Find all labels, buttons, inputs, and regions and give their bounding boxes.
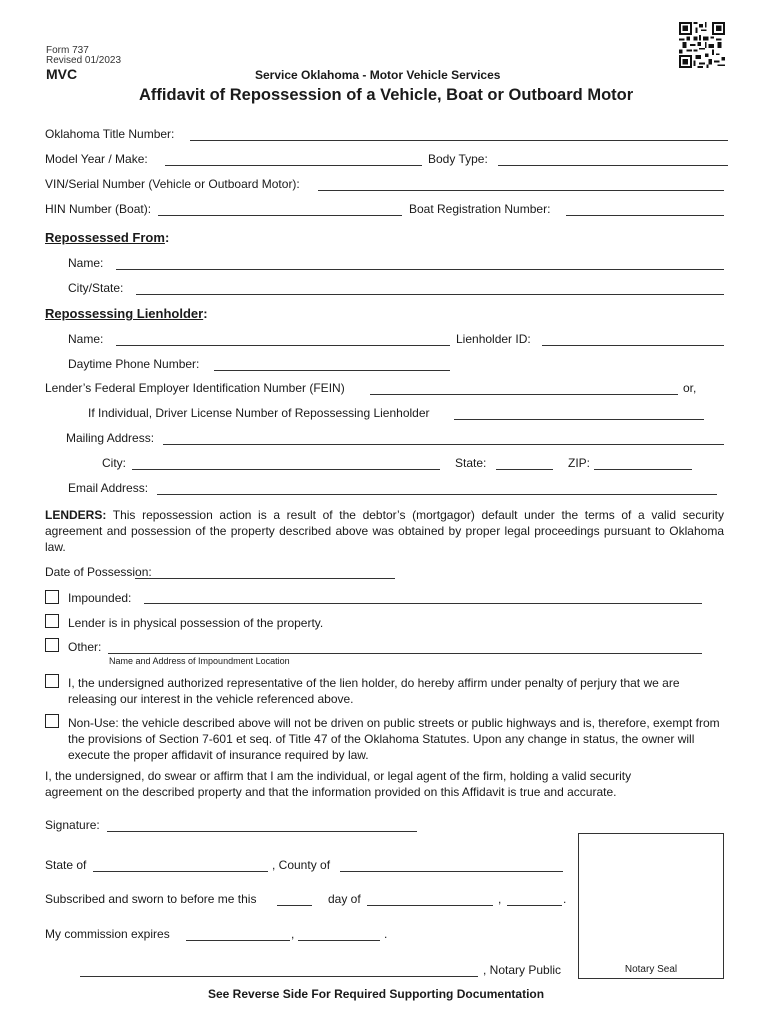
county-of-label: , County of: [272, 858, 331, 872]
commission-year-field[interactable]: [298, 940, 380, 941]
footer-note: See Reverse Side For Required Supporting Documentation: [208, 987, 545, 1001]
lienholder-name-label: Name:: [68, 332, 104, 346]
subscribed-label: Subscribed and sworn to before me this: [45, 892, 257, 906]
debtor-name-field[interactable]: [116, 269, 724, 270]
body-type-label: Body Type:: [428, 152, 488, 166]
zip-label: ZIP:: [568, 456, 591, 470]
day-field[interactable]: [277, 905, 312, 906]
lenders-text: This repossession action is a result of the debtor’s (mortgagor) default under the terms of a valid security agreement and possession of the property described above was obtained by proper legal proceedings pursuant to Oklahoma law.: [45, 508, 724, 554]
body-type-field[interactable]: [498, 165, 728, 166]
impounded-field[interactable]: [144, 603, 702, 604]
lenders-label: LENDERS:: [45, 508, 107, 522]
state-of-label: State of: [45, 858, 87, 872]
repossessed-from-title: Repossessed From: [45, 230, 165, 245]
lender-possession-label: Lender is in physical possession of the property.: [68, 616, 324, 630]
phone-label: Daytime Phone Number:: [68, 357, 200, 371]
vin-field[interactable]: [318, 190, 724, 191]
notary-signature-field[interactable]: [80, 976, 478, 977]
date-possession-label: Date of Possession:: [45, 565, 152, 579]
qr-code-icon: [679, 22, 725, 68]
affirm-checkbox[interactable]: [45, 674, 59, 688]
revised-date: Revised 01/2023: [46, 55, 122, 66]
email-field[interactable]: [157, 494, 717, 495]
lenders-paragraph: [45, 507, 724, 555]
impounded-label: Impounded:: [68, 591, 132, 605]
other-field[interactable]: [108, 653, 702, 654]
notary-seal-label: Notary Seal: [624, 964, 678, 975]
lienholder-colon: :: [203, 306, 208, 321]
county-of-field[interactable]: [340, 871, 563, 872]
title-number-label: Oklahoma Title Number:: [45, 127, 175, 141]
hin-field[interactable]: [158, 215, 402, 216]
sworn-period: .: [563, 892, 567, 906]
driver-license-label: If Individual, Driver License Number of Repossessing Lienholder: [88, 406, 430, 420]
state-field[interactable]: [496, 469, 553, 470]
notary-public-label: , Notary Public: [483, 963, 562, 977]
debtor-name-label: Name:: [68, 256, 104, 270]
sworn-comma: ,: [498, 892, 502, 906]
date-possession-field[interactable]: [135, 578, 395, 579]
mailing-address-field[interactable]: [163, 444, 724, 445]
city-label: City:: [102, 456, 126, 470]
other-checkbox[interactable]: [45, 638, 59, 652]
commission-period: .: [384, 927, 388, 941]
email-label: Email Address:: [68, 481, 149, 495]
model-year-make-label: Model Year / Make:: [45, 152, 148, 166]
phone-field[interactable]: [214, 370, 450, 371]
lender-possession-checkbox[interactable]: [45, 614, 59, 628]
lienholder-title: Repossessing Lienholder: [45, 306, 204, 321]
year-field[interactable]: [507, 905, 562, 906]
day-of-label: day of: [328, 892, 361, 906]
impounded-checkbox[interactable]: [45, 590, 59, 604]
hin-label: HIN Number (Boat):: [45, 202, 152, 216]
vin-label: VIN/Serial Number (Vehicle or Outboard Motor):: [45, 177, 300, 191]
commission-date-field[interactable]: [186, 940, 290, 941]
lienholder-name-field[interactable]: [116, 345, 450, 346]
fein-label: Lender’s Federal Employer Identification Number (FEIN): [45, 381, 345, 395]
notary-seal-box: [578, 833, 724, 979]
non-use-checkbox[interactable]: [45, 714, 59, 728]
affirm-text: I, the undersigned authorized representative of the lien holder, do hereby affirm under penalty of perjury that we are releasing our interest in the vehicle referenced above.: [68, 676, 680, 706]
zip-field[interactable]: [594, 469, 692, 470]
repossessed-from-heading: [45, 230, 169, 245]
other-label: Other:: [68, 640, 102, 654]
oath-text: I, the undersigned, do swear or affirm that I am the individual, or legal agent of the firm, holding a valid security agreement on the described property and that the information provided on this Affidavit is true and accurate.: [45, 769, 632, 799]
form-number: Form 737: [46, 45, 89, 56]
city-field[interactable]: [132, 469, 440, 470]
dept-code: MVC: [46, 66, 78, 82]
agency-name: Service Oklahoma - Motor Vehicle Services: [255, 68, 501, 82]
mailing-address-label: Mailing Address:: [66, 431, 155, 445]
other-caption: Name and Address of Impoundment Location: [109, 656, 290, 666]
lienholder-id-label: Lienholder ID:: [456, 332, 531, 346]
title-number-field[interactable]: [190, 140, 728, 141]
non-use-text: Non-Use: the vehicle described above will not be driven on public streets or public highways and is, therefore, exempt from the provisions of Section 7-601 et seq. of Title 47 of the Oklahoma Statutes. Upon any change in status, the owner will execute the proper affidavit of insurance required by law.: [68, 716, 720, 762]
commission-label: My commission expires: [45, 927, 170, 941]
lienholder-heading: [45, 306, 208, 321]
fein-or-label: or,: [683, 381, 697, 395]
state-label: State:: [455, 456, 487, 470]
boat-registration-field[interactable]: [566, 215, 724, 216]
signature-label: Signature:: [45, 818, 100, 832]
month-field[interactable]: [367, 905, 493, 906]
boat-registration-label: Boat Registration Number:: [409, 202, 551, 216]
repossessed-from-colon: :: [164, 230, 170, 245]
debtor-city-state-label: City/State:: [68, 281, 124, 295]
state-of-field[interactable]: [93, 871, 268, 872]
fein-field[interactable]: [370, 394, 678, 395]
driver-license-field[interactable]: [454, 419, 704, 420]
form-title: Affidavit of Repossession of a Vehicle, Boat or Outboard Motor: [139, 86, 634, 104]
lienholder-id-field[interactable]: [542, 345, 724, 346]
debtor-city-state-field[interactable]: [136, 294, 724, 295]
signature-field[interactable]: [107, 831, 417, 832]
commission-comma: ,: [291, 927, 295, 941]
model-year-make-field[interactable]: [165, 165, 422, 166]
